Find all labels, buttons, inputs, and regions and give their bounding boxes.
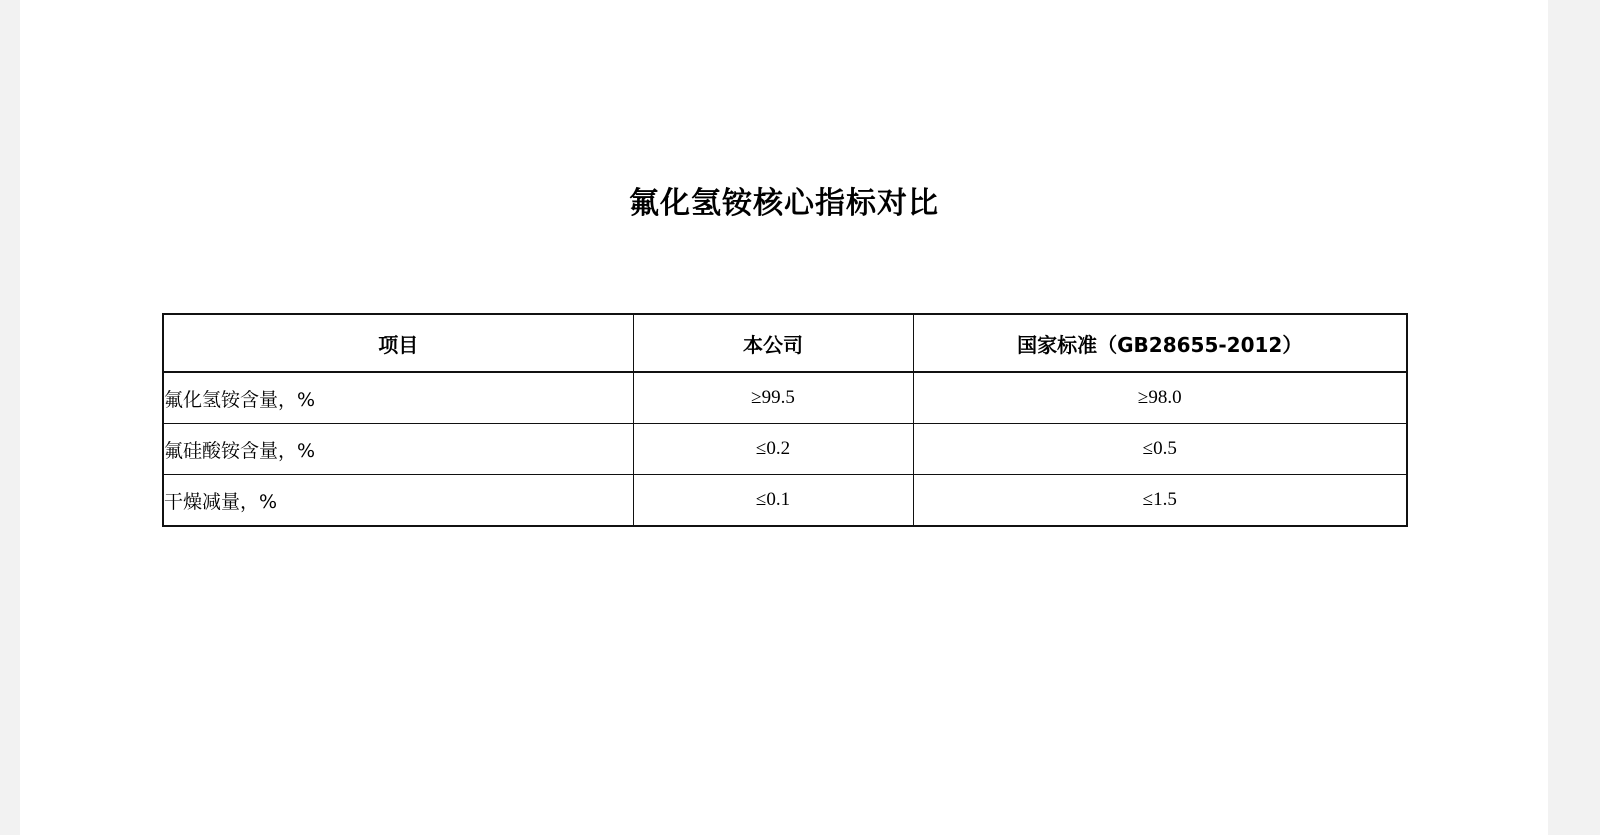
cell-ours: ≤0.2 bbox=[633, 424, 913, 475]
table-body bbox=[163, 372, 1407, 526]
column-header-item: 项目 bbox=[163, 314, 633, 372]
comparison-table bbox=[162, 313, 1408, 527]
cell-standard: ≤1.5 bbox=[913, 475, 1407, 527]
table-row bbox=[163, 475, 1407, 527]
table-row bbox=[163, 424, 1407, 475]
table-header bbox=[163, 314, 1407, 372]
cell-item: 氟化氢铵含量，% bbox=[163, 372, 633, 424]
table-header-row bbox=[163, 314, 1407, 372]
document-page bbox=[20, 0, 1548, 835]
cell-ours: ≤0.1 bbox=[633, 475, 913, 527]
comparison-table-container bbox=[162, 313, 1406, 527]
cell-standard: ≤0.5 bbox=[913, 424, 1407, 475]
column-header-ours: 本公司 bbox=[633, 314, 913, 372]
cell-ours: ≥99.5 bbox=[633, 372, 913, 424]
column-header-standard: 国家标准（GB28655-2012） bbox=[913, 314, 1407, 372]
cell-standard: ≥98.0 bbox=[913, 372, 1407, 424]
table-row bbox=[163, 372, 1407, 424]
cell-item: 干燥减量，% bbox=[163, 475, 633, 527]
cell-item: 氟硅酸铵含量，% bbox=[163, 424, 633, 475]
page-title: 氟化氢铵核心指标对比 bbox=[629, 186, 939, 221]
